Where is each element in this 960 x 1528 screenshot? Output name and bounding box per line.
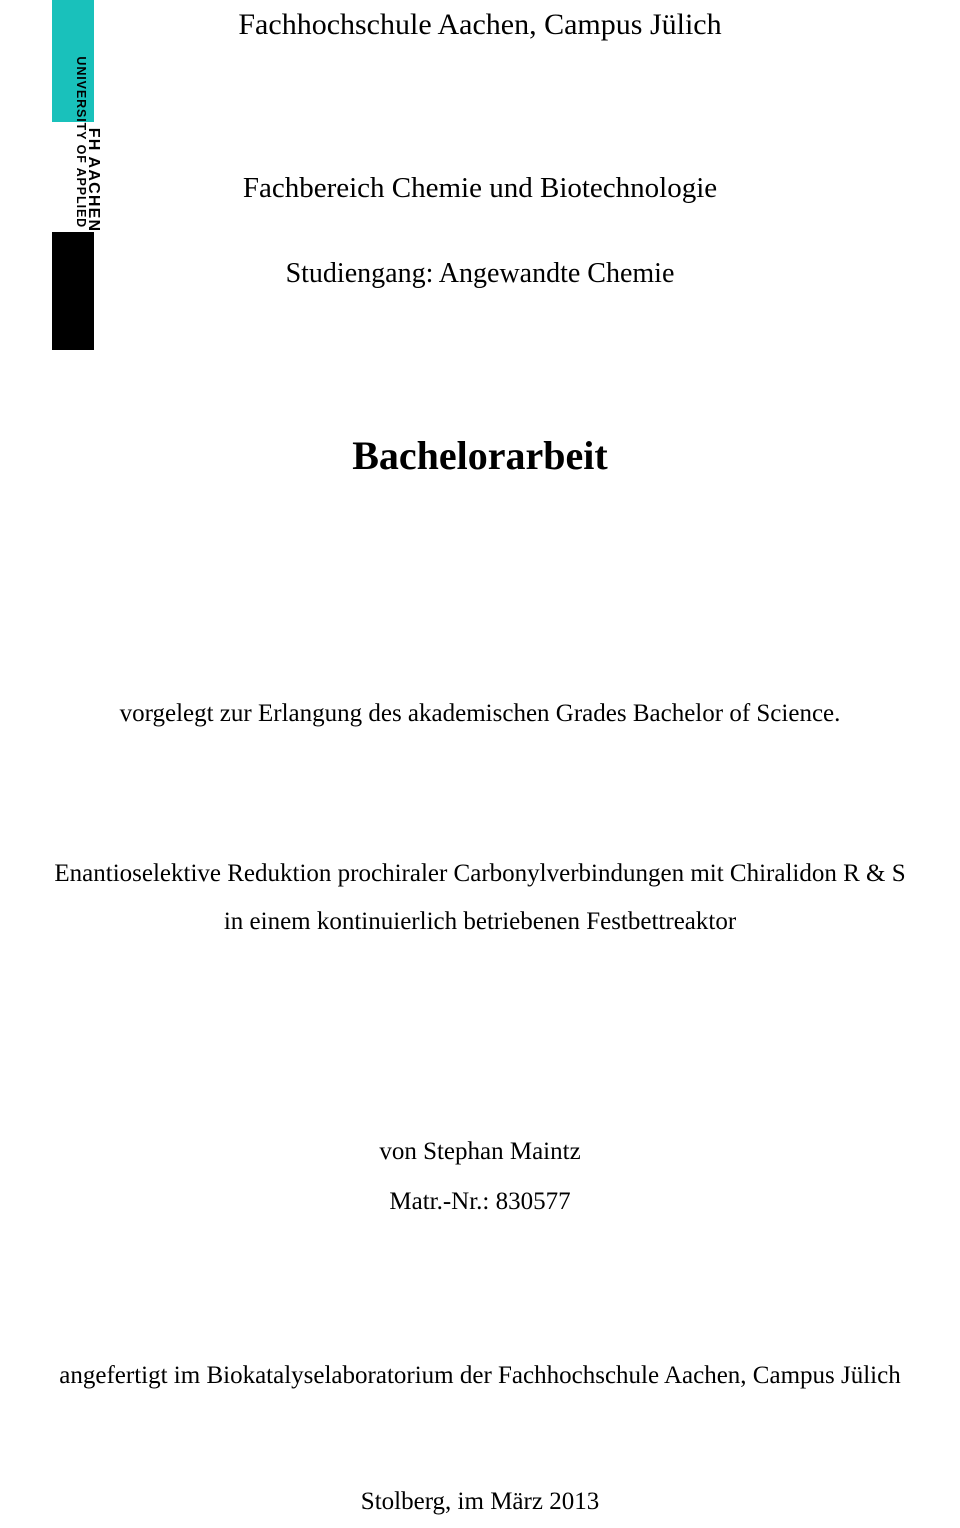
thesis-title-line1: Enantioselektive Reduktion prochiraler Carbonylverbindungen mit Chiralidon R & S [54,860,906,887]
document-type: Bachelorarbeit [352,433,608,478]
logo-line1: FH AACHEN [85,127,102,233]
institute-title: Fachhochschule Aachen, Campus Jülich [238,8,722,41]
preparation-note: angefertigt im Biokatalyselaboratorium der Fachhochschule Aachen, Campus Jülich [59,1362,901,1389]
place-and-date: Stolberg, im März 2013 [360,1488,600,1515]
matriculation-number: Matr.-Nr.: 830577 [389,1188,571,1215]
degree-purpose: vorgelegt zur Erlangung des akademischen Grades Bachelor of Science. [119,700,841,727]
thesis-title-line2: in einem kontinuierlich betriebenen Festbettreaktor [223,908,737,935]
program-title: Studiengang: Angewandte Chemie [285,258,675,289]
logo-line2: UNIVERSITY OF APPLIED SCIENCES [74,56,88,304]
author-name: von Stephan Maintz [379,1138,581,1165]
department-title: Fachbereich Chemie und Biotechnologie [242,172,718,204]
